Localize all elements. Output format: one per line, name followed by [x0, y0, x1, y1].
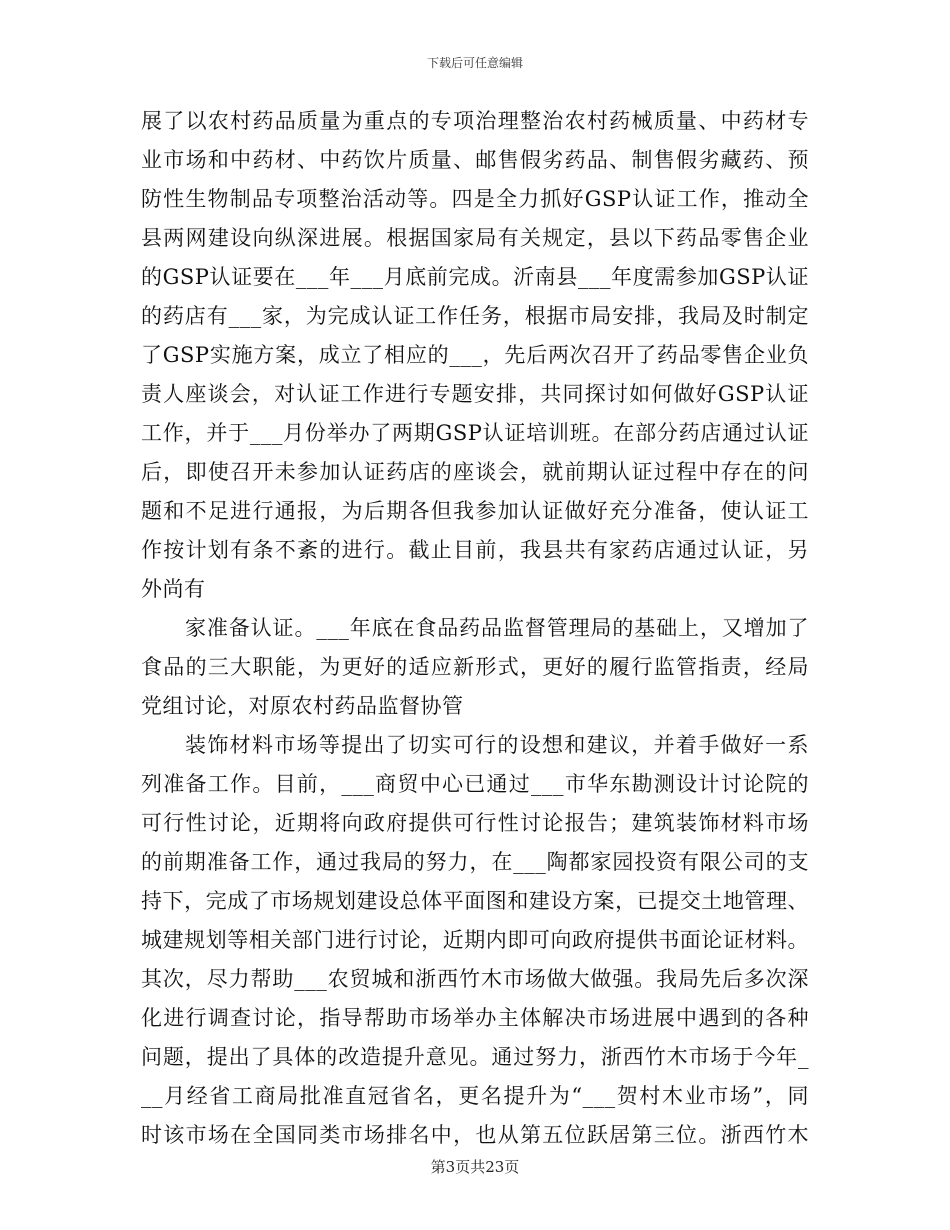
text-line: 持下，完成了市场规划建设总体平面图和建设方案，已提交土地管理、: [141, 889, 809, 913]
text-line: 作按计划有条不紊的进行。截止目前，我县共有家药店通过认证，另: [141, 538, 809, 562]
text-line: 问题，提出了具体的改造提升意见。通过努力，浙西竹木市场于今年_: [141, 1045, 809, 1069]
text-line: 的GSP认证要在___年___月底前完成。沂南县___年度需参加GSP认证: [141, 265, 809, 289]
text-line: 题和不足进行通报，为后期各但我参加认证做好充分准备，使认证工: [141, 499, 809, 523]
text-line: 其次，尽力帮助___农贸城和浙西竹木市场做大做强。我局先后多次深: [141, 967, 809, 991]
text-line: 后，即使召开未参加认证药店的座谈会，就前期认证过程中存在的问: [141, 460, 809, 484]
text-line: 党组讨论，对原农村药品监督协管: [141, 694, 464, 718]
text-line: 防性生物制品专项整治活动等。四是全力抓好GSP认证工作，推动全: [141, 187, 809, 211]
page-number: 第3页共23页: [430, 1158, 520, 1176]
text-line: 工作，并于___月份举办了两期GSP认证培训班。在部分药店通过认证: [141, 421, 809, 445]
text-line: __月经省工商局批准直冠省名，更名提升为“___贺村木业市场”，同: [141, 1084, 809, 1108]
text-line: 可行性讨论，近期将向政府提供可行性讨论报告；建筑装饰材料市场: [141, 811, 809, 835]
text-line: 化进行调查讨论，指导帮助市场举办主体解决市场进展中遇到的各种: [141, 1006, 809, 1030]
text-line: 的药店有___家，为完成认证工作任务，根据市局安排，我局及时制定: [141, 304, 809, 328]
text-line: 县两网建设向纵深进展。根据国家局有关规定，县以下药品零售企业: [141, 226, 809, 250]
text-line: 业市场和中药材、中药饮片质量、邮售假劣药品、制售假劣藏药、预: [141, 148, 809, 172]
text-line: 家准备认证。___年底在食品药品监督管理局的基础上，又增加了: [185, 616, 809, 640]
document-body: [141, 102, 809, 1155]
text-line: 装饰材料市场等提出了切实可行的设想和建议，并着手做好一系: [185, 733, 809, 757]
page-header-note: 下载后可任意编辑: [426, 56, 523, 70]
text-line: 城建规划等相关部门进行讨论，近期内即可向政府提供书面论证材料。: [141, 928, 809, 952]
text-line: 责人座谈会，对认证工作进行专题安排，共同探讨如何做好GSP认证: [141, 382, 809, 406]
text-line: 外尚有: [141, 577, 206, 601]
text-line: 列准备工作。目前，___商贸中心已通过___市华东勘测设计讨论院的: [141, 772, 809, 796]
text-line: 时该市场在全国同类市场排名中，也从第五位跃居第三位。浙西竹木: [141, 1123, 809, 1147]
text-line: 的前期准备工作，通过我局的努力，在___陶都家园投资有限公司的支: [141, 850, 809, 874]
text-line: 食品的三大职能，为更好的适应新形式，更好的履行监管指责，经局: [141, 655, 809, 679]
text-line: 展了以农村药品质量为重点的专项治理整治农村药械质量、中药材专: [141, 109, 809, 133]
text-line: 了GSP实施方案，成立了相应的___，先后两次召开了药品零售企业负: [141, 343, 809, 367]
